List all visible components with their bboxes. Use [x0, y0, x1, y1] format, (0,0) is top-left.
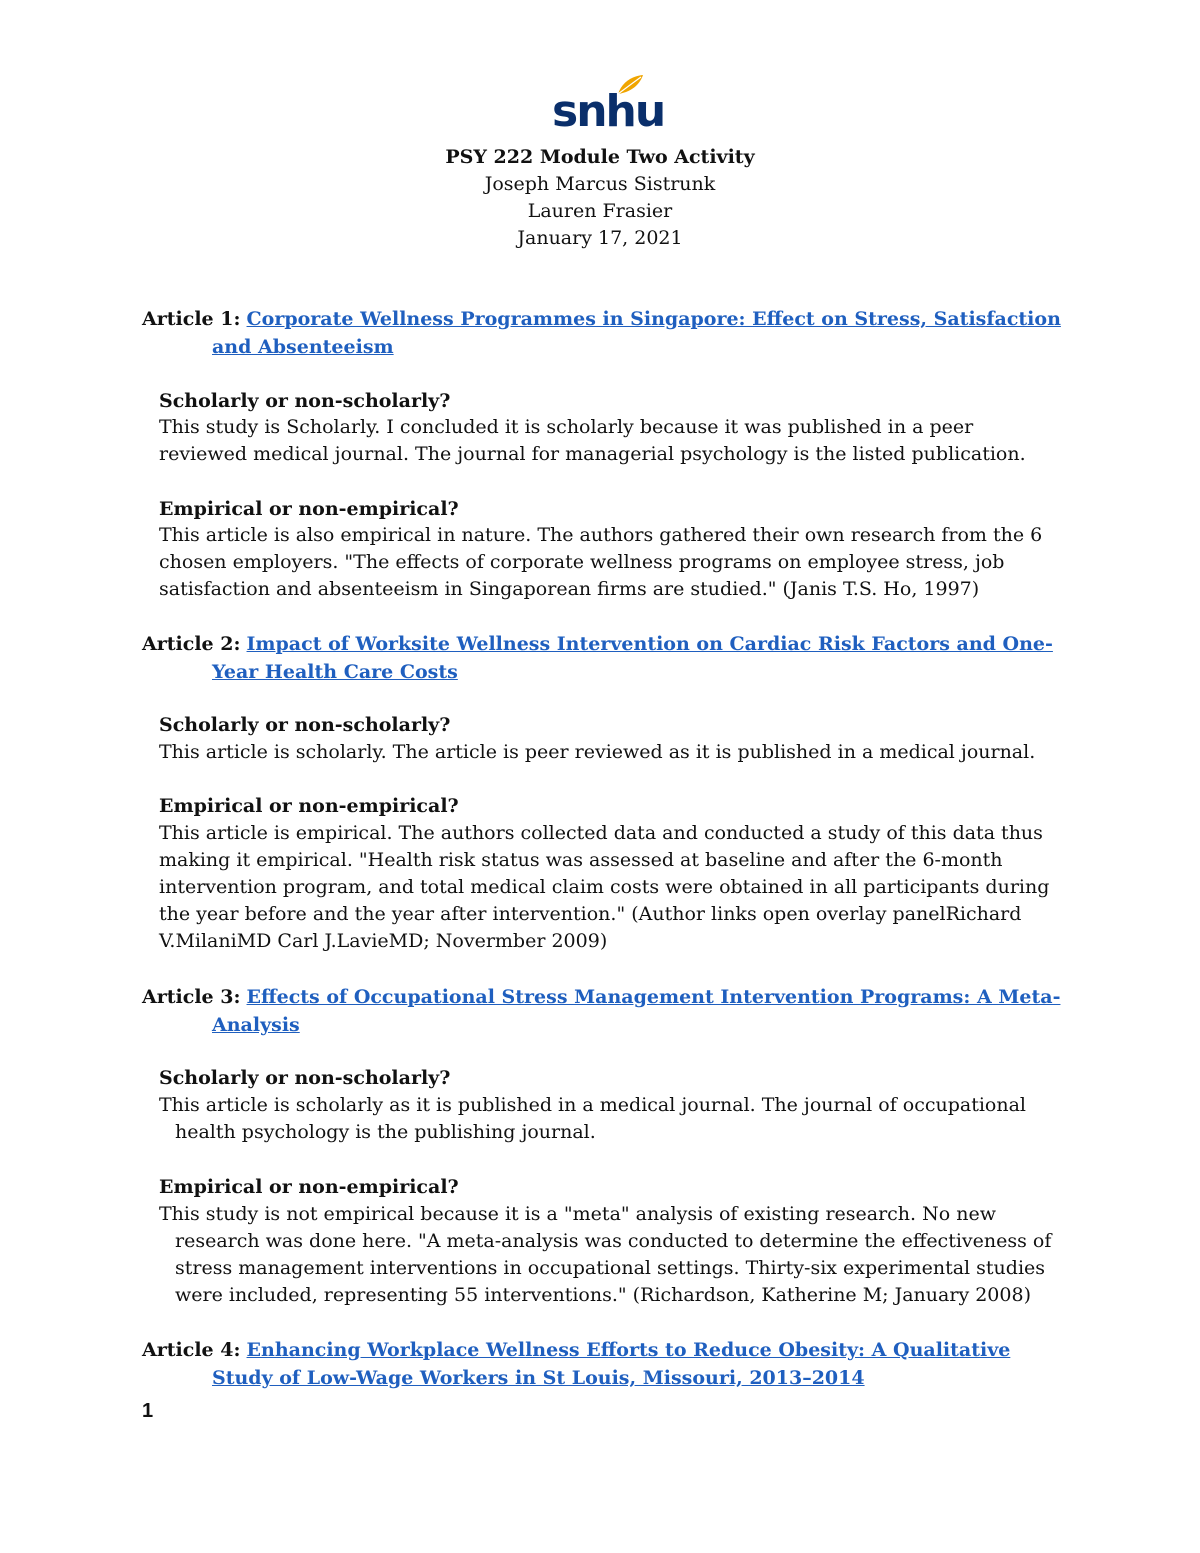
scholarly-question: Scholarly or non-scholarly? — [159, 714, 451, 736]
article-title-link[interactable]: Corporate Wellness Programmes in Singapore: Effect on Stress, Satisfaction and Absenteeism — [212, 308, 1061, 358]
scholarly-answer: This article is scholarly. The article is peer reviewed as it is published in a medical journal. — [159, 741, 1036, 763]
document-date: January 17, 2021 — [517, 227, 683, 249]
article-heading — [142, 983, 1072, 1039]
instructor-name: Lauren Frasier — [527, 200, 673, 222]
article-label: Article 3: — [142, 986, 241, 1008]
scholarly-answer: This article is scholarly as it is published in a medical journal. The journal of occupational health psychology is the publishing journal. — [159, 1094, 1027, 1143]
snhu-logo — [552, 74, 665, 137]
article-title-link[interactable]: Impact of Worksite Wellness Intervention on Cardiac Risk Factors and One-Year Health Care Costs — [212, 633, 1053, 683]
page-title: PSY 222 Module Two Activity — [445, 146, 755, 168]
logo-wordmark: snhu — [552, 86, 665, 137]
page-number: 1 — [142, 1400, 154, 1422]
empirical-answer: This study is not empirical because it is a "meta" analysis of existing research. No new research was done here. "A meta-analysis was conducted to determine the effectiveness of stress management interventions in occupational settings. Thirty-six experimental studies were included, representing 55 interventions." (Richardson, Katherine M; January 2008) — [159, 1203, 1052, 1306]
author-name: Joseph Marcus Sistrunk — [484, 173, 716, 195]
article-label: Article 2: — [142, 633, 241, 655]
scholarly-question: Scholarly or non-scholarly? — [159, 1067, 451, 1089]
scholarly-question: Scholarly or non-scholarly? — [159, 390, 451, 412]
article-heading — [142, 305, 1072, 361]
article-label: Article 1: — [142, 308, 241, 330]
empirical-answer: This article is also empirical in nature. The authors gathered their own research from the 6 chosen employers. "The effects of corporate wellness programs on employee stress, job satisfaction and absenteeism in Singaporean firms are studied." (Janis T.S. Ho, 1997) — [159, 524, 1043, 600]
empirical-question: Empirical or non-empirical? — [159, 498, 459, 520]
article-title-link[interactable]: Effects of Occupational Stress Management Intervention Programs: A Meta-Analysis — [212, 986, 1061, 1036]
empirical-question: Empirical or non-empirical? — [159, 795, 459, 817]
scholarly-answer: This study is Scholarly. I concluded it is scholarly because it was published in a peer reviewed medical journal. The journal for managerial psychology is the listed publication. — [159, 416, 1026, 465]
article-label: Article 4: — [142, 1339, 241, 1361]
article-title-link[interactable]: Enhancing Workplace Wellness Efforts to Reduce Obesity: A Qualitative Study of Low-Wage Workers in St Louis, Missouri, 2013–2014 — [212, 1339, 1011, 1389]
empirical-answer: This article is empirical. The authors collected data and conducted a study of this data thus making it empirical. "Health risk status was assessed at baseline and after the 6-month intervention program, and total medical claim costs were obtained in all participants during the year before and the year after intervention." (Author links open overlay panelRichard V.MilaniMD Carl J.LavieMD; Novermber 2009) — [159, 822, 1050, 952]
article-heading — [142, 630, 1072, 686]
empirical-question: Empirical or non-empirical? — [159, 1176, 459, 1198]
article-heading — [142, 1336, 1072, 1392]
